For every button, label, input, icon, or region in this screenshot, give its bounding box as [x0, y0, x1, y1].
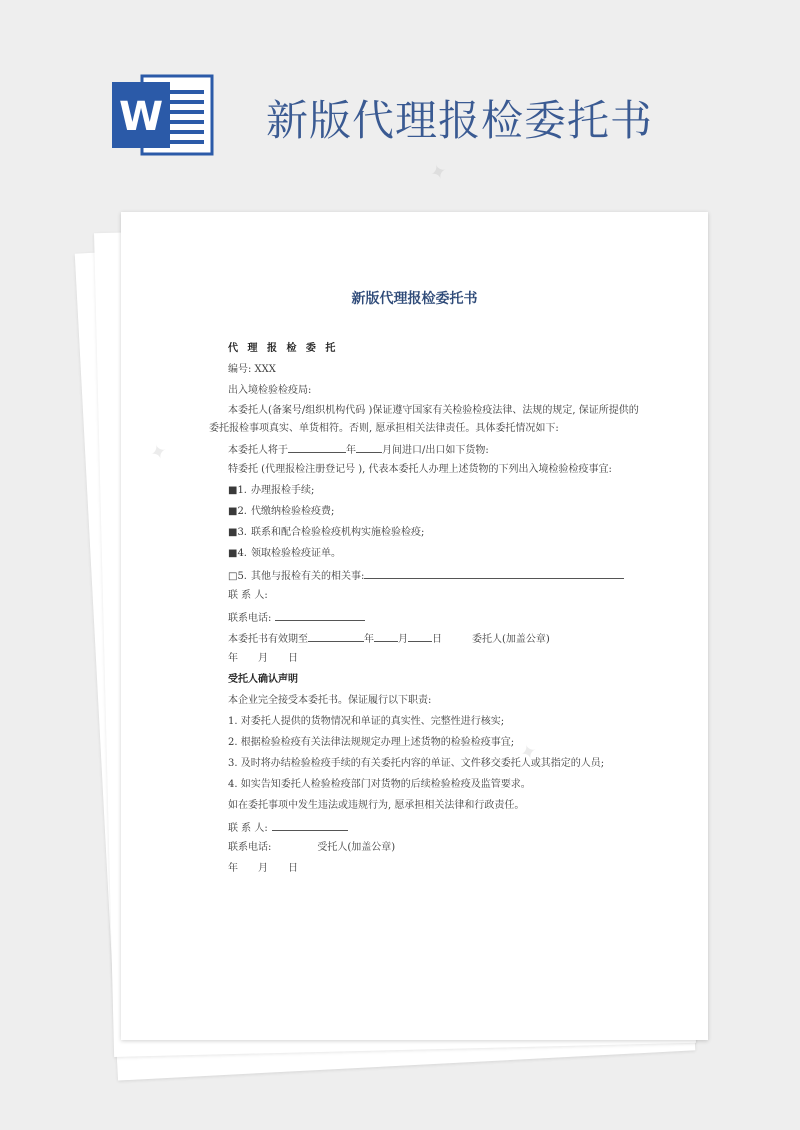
list-item-text: 领取检验检疫证单。 [251, 548, 341, 559]
document-number: 编号: XXX [228, 364, 276, 375]
contact-person-label-2: 联 系 人: [228, 823, 268, 834]
contact-phone-line [228, 610, 365, 626]
validity-text: 本委托书有效期至 [228, 634, 308, 645]
list-item-text: 办理报检手续; [251, 485, 315, 496]
blank-valid-day [408, 631, 432, 642]
recipient-line: 出入境检验检疫局: [228, 385, 312, 396]
paragraph-line-2: 委托报检事项真实、单货相符。否则, 愿承担相关法律责任。具体委托情况如下: [209, 423, 559, 434]
watermark: ✦ [426, 157, 451, 187]
list-item-text: 其他与报检有关的相关事: [251, 571, 365, 582]
acceptor-seal: 受托人(加盖公章) [317, 842, 396, 853]
blank-valid-year [308, 631, 364, 642]
list-item [228, 568, 624, 584]
acceptor-intro: 本企业完全接受本委托书。保证履行以下职责: [228, 695, 432, 706]
duty-item: 1. 对委托人提供的货物情况和单证的真实性、完整性进行核实; [228, 716, 505, 727]
section-heading: 代 理 报 检 委 托 [228, 343, 339, 354]
validity-day: 日 [432, 634, 442, 645]
logo-letter: W [118, 94, 164, 140]
list-item [228, 526, 424, 540]
blank-valid-month [374, 631, 398, 642]
duty-item: 2. 根据检验检疫有关法律法规规定办理上述货物的检验检疫事宜; [228, 737, 515, 748]
list-item [228, 484, 314, 498]
list-item-text: 联系和配合检验检疫机构实施检验检疫; [251, 527, 425, 538]
date-line: 年 月 日 [228, 653, 298, 664]
shipment-text-3: 月间进口/出口如下货物: [382, 445, 489, 456]
checked-box-icon: ■2. [228, 506, 247, 517]
contact-phone-label: 联系电话: [228, 613, 272, 624]
blank-year [288, 442, 346, 453]
blank-other-matters [364, 568, 624, 579]
blank-month [356, 442, 382, 453]
duty-item: 4. 如实告知委托人检验检疫部门对货物的后续检验检疫及监管要求。 [228, 779, 531, 790]
blank-phone [275, 610, 365, 621]
shipment-line [228, 442, 489, 458]
principal-seal: 委托人(加盖公章) [472, 634, 550, 645]
word-document-icon [112, 72, 214, 158]
list-item-text: 代缴纳检验检疫费; [251, 506, 335, 517]
delegation-line: 特委托 (代理报检注册登记号 ), 代表本委托人办理上述货物的下列出入境检验检疫事宜: [228, 464, 612, 475]
validity-year: 年 [364, 634, 374, 645]
shipment-text-2: 年 [346, 445, 356, 456]
list-item [228, 505, 334, 519]
duty-item: 3. 及时将办结检验检疫手续的有关委托内容的单证、文件移交委托人或其指定的人员; [228, 758, 605, 769]
contact-person-line-2 [228, 820, 348, 836]
paragraph-line-1: 本委托人(备案号/组织机构代码 )保证遵守国家有关检验检疫法律、法规的规定, 保证所提供的 [228, 405, 639, 416]
validity-month: 月 [398, 634, 408, 645]
checked-box-icon: ■3. [228, 527, 247, 538]
acceptor-heading: 受托人确认声明 [228, 674, 298, 685]
contact-phone-label-2: 联系电话: [228, 842, 272, 853]
document-page [121, 212, 708, 1040]
liability-line: 如在委托事项中发生违法或违规行为, 愿承担相关法律和行政责任。 [228, 800, 525, 811]
checked-box-icon: ■4. [228, 548, 247, 559]
checked-box-icon: ■1. [228, 485, 247, 496]
document-title: 新版代理报检委托书 [351, 291, 478, 307]
contact-person-line: 联 系 人: [228, 590, 268, 601]
page-title: 新版代理报检委托书 [266, 96, 654, 145]
unchecked-box-icon: □5. [228, 571, 247, 582]
date-line-2: 年 月 日 [228, 863, 298, 874]
header [0, 0, 800, 200]
validity-line [228, 631, 550, 647]
contact-phone-line-2 [228, 841, 395, 855]
list-item [228, 547, 341, 561]
blank-contact-2 [272, 820, 348, 831]
shipment-text-1: 本委托人将于 [228, 445, 288, 456]
